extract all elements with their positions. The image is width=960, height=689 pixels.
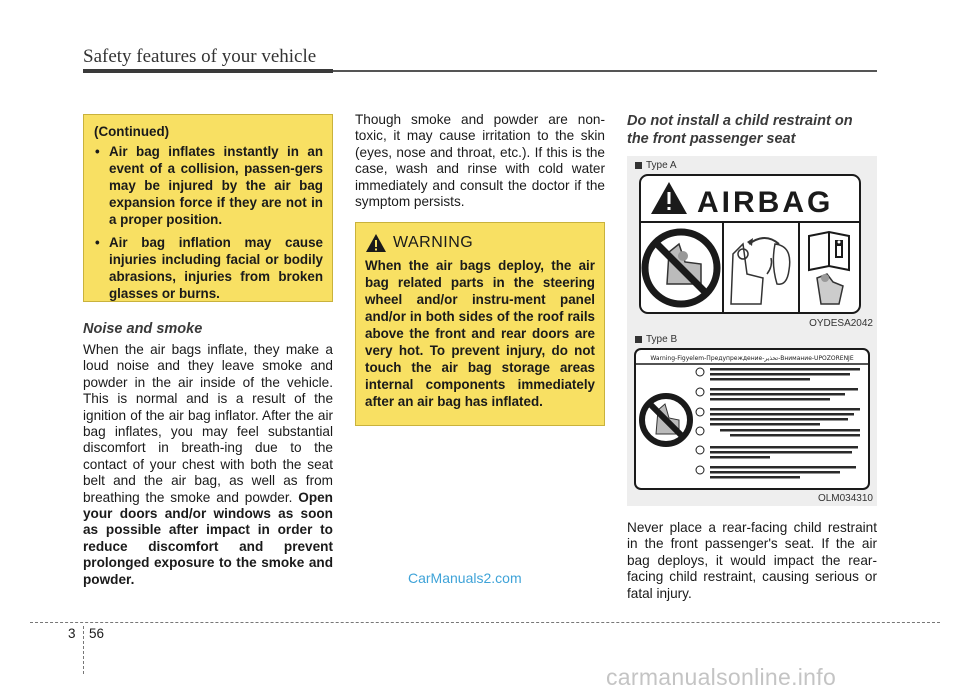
continued-item: • Air bag inflation may cause injuries including facial or bodily abrasions, injuries from broken glasses or burns.	[93, 234, 323, 302]
continued-caution-box	[83, 114, 333, 302]
figure-a-type-label	[635, 160, 677, 171]
footer-dashed-rule	[30, 622, 940, 623]
airbag-warning-label-icon	[639, 174, 861, 314]
child-restraint-paragraph: Never place a rear-facing child restraint in the front passenger's seat. If the air bag deploys, it would impact the rear-facing child restraint, causing serious or fatal injury.	[627, 520, 877, 601]
carmanuals2-watermark: CarManuals2.com	[408, 570, 522, 586]
figure-b-square-bullet	[635, 336, 642, 343]
airbag-label-figure-a	[627, 156, 877, 332]
continued-label: (Continued)	[94, 124, 170, 139]
warning-text: When the air bags deploy, the air bag related parts in the steering wheel and/or instru-ment panel and/or in both sides of the roof rails above the front and rear doors are very hot. To prevent injury, do not touch the air bag storage areas internal components immediately after an air bag has inflated.	[365, 258, 595, 409]
warning-header	[365, 231, 595, 255]
warning-triangle-icon	[365, 233, 387, 253]
warning-box	[355, 222, 605, 426]
header-rule-thick	[83, 69, 333, 73]
noise-smoke-heading: Noise and smoke	[83, 321, 203, 337]
figure-b-type-label	[635, 334, 677, 345]
page-header-title: Safety features of your vehicle	[83, 46, 317, 67]
noise-smoke-text: When the air bags inflate, they make a loud noise and they leave smoke and powder in the air inside of the vehicle. This is normal and is a result of the ignition of the air bag inflator. After the air bag inflates, you may feel substantial discomfort in breath-ing due to the contact of your chest with both the seat belt and the air bag, as well as from breathing the smoke and powder.	[83, 342, 333, 505]
multilingual-warning-label-icon	[634, 348, 870, 490]
footer-vertical-rule	[83, 626, 84, 674]
continued-list	[93, 143, 323, 302]
no-child-seat-icon-b	[642, 396, 690, 444]
figure-a-code: OYDESA2042	[809, 318, 873, 329]
continued-item: • Air bag inflates instantly in an event of a collision, passen-gers may be injured by the air bag expansion force if they are not in a proper position.	[93, 143, 323, 228]
header-rule-thin	[333, 70, 877, 72]
noise-smoke-paragraph	[83, 342, 333, 588]
page-number: 56	[89, 626, 105, 641]
warning-title: WARNING	[393, 234, 474, 251]
figure-b-code: OLM034310	[817, 493, 873, 504]
carmanualsonline-watermark: carmanualsonline.info	[606, 664, 837, 689]
multilingual-label-header: Warning-Figyelem-Предупреждение-تحذير-Внимание-UPOZORENJE	[650, 355, 854, 362]
no-child-seat-icon	[645, 232, 717, 304]
airbag-label-figure-b	[627, 332, 877, 506]
smoke-irritation-paragraph: Though smoke and powder are non-toxic, it may cause irritation to the skin (eyes, nose and throat, etc.). If this is the case, wash and rinse with cold water immediately and consult the doctor if the symptom persists.	[355, 112, 605, 210]
airbag-banner-text: AIRBAG	[697, 186, 834, 219]
figure-b-type-text: Type B	[646, 334, 678, 345]
figure-a-type-text: Type A	[646, 160, 677, 171]
page-section-number: 3	[68, 626, 76, 641]
child-restraint-heading: Do not install a child restraint on the front passenger seat	[627, 113, 853, 147]
figure-a-square-bullet	[635, 162, 642, 169]
noise-smoke-bold-text: Open your doors and/or windows as soon as possible after impact in order to reduce discomfort and prevent prolonged exposure to the smoke and powder.	[83, 489, 333, 587]
